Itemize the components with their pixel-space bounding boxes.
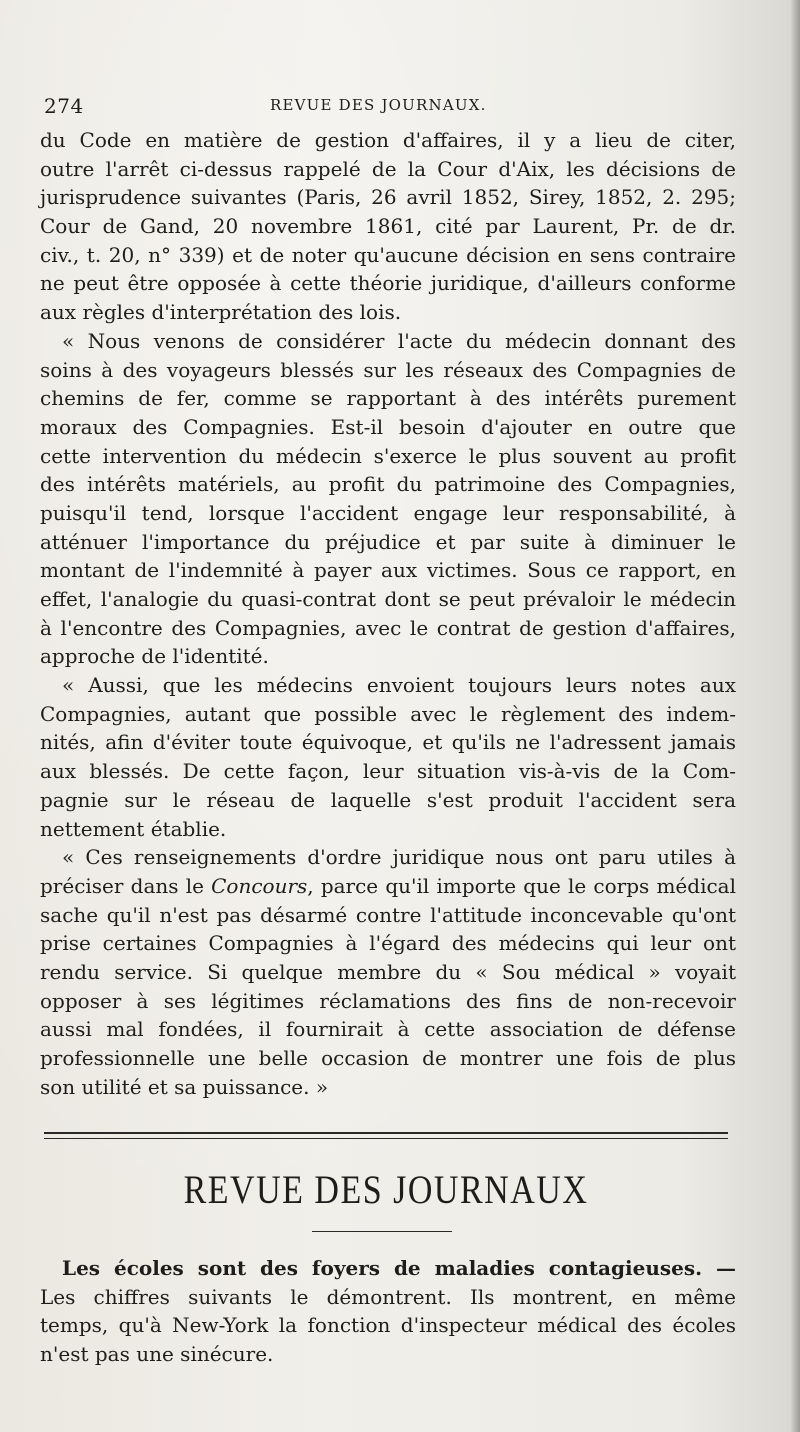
text-line: ne peut être opposée à cette théorie juridique, d'ailleurs conforme [40,271,736,296]
running-title: REVUE DES JOURNAUX. [270,96,487,114]
text-line: nités, afin d'éviter toute équivoque, et qu'ils ne l'adressent jamais [40,730,736,755]
text-line: atténuer l'importance du préjudice et par suite à diminuer le [40,529,736,554]
text-line: opposer à ses légitimes réclamations des fins de non-recevoir [40,988,736,1013]
text-line: effet, l'analogie du quasi-contrat dont se peut prévaloir le médecin [40,587,736,611]
text-line: outre l'arrêt ci-dessus rappelé de la Cour d'Aix, les décisions de [40,156,736,181]
text-line: prise certaines Compagnies à l'égard des médecins qui leur ont [40,931,736,956]
text-line: Compagnies, autant que possible avec le règlement des indem- [40,701,736,726]
text-line: aussi mal fondées, il fournirait à cette association de défense [40,1017,736,1042]
section-rule-bottom [44,1138,728,1139]
page-number: 274 [44,94,84,118]
text-line: chemins de fer, comme se rapportant à des intérêts purement [40,386,736,411]
text-line: des intérêts matériels, au profit du patrimoine des Compagnies, [40,472,736,497]
text-line: pagnie sur le réseau de laquelle s'est produit l'accident sera [40,787,736,812]
text-line: approche de l'identité. [40,644,269,669]
running-head [44,94,744,120]
text-line: temps, qu'à New-York la fonction d'inspecteur médical des écoles [40,1313,736,1338]
text-line: civ., t. 20, n° 339) et de noter qu'aucune décision en sens contraire [40,242,736,267]
text-line: préciser dans le Concours, parce qu'il importe que le corps médical [40,873,736,898]
text-line: montant de l'indemnité à payer aux victimes. Sous ce rapport, en [40,558,736,583]
article-lead: Les écoles sont des foyers de maladies contagieuses. — [62,1256,736,1280]
text-line: du Code en matière de gestion d'affaires, il y a lieu de citer, [40,128,736,152]
text-line: n'est pas une sinécure. [40,1342,274,1367]
text-line: aux blessés. De cette façon, leur situation vis-à-vis de la Com- [40,759,736,784]
title-underline [312,1231,452,1232]
text-line: jurisprudence suivantes (Paris, 26 avril 1852, Sirey, 1852, 2. 295; [40,185,736,210]
journal-name: Concours [211,873,308,898]
text-line: Cour de Gand, 20 novembre 1861, cité par Laurent, Pr. de dr. [40,214,736,239]
text-line: nettement établie. [40,816,227,841]
text-line: « Aussi, que les médecins envoient toujours leurs notes aux [62,673,736,698]
text-line: « Ces renseignements d'ordre juridique nous ont paru utiles à [62,845,736,870]
text-line: soins à des voyageurs blessés sur les réseaux des Compagnies de [40,357,736,382]
text-line: « Nous venons de considérer l'acte du médecin donnant des [62,328,736,353]
text-line: Les chiffres suivants le démontrent. Ils montrent, en même [40,1284,736,1309]
text-line: sache qu'il n'est pas désarmé contre l'attitude inconcevable qu'ont [40,902,736,927]
page-edge-shadow [790,0,800,1432]
text-line: son utilité et sa puissance. » [40,1074,329,1099]
section-rule-top [44,1132,728,1134]
body-text [40,126,736,1101]
text-line: aux règles d'interprétation des lois. [40,300,402,325]
article [40,1254,736,1369]
text-line: cette intervention du médecin s'exerce le plus souvent au profit [40,443,736,468]
text-line: à l'encontre des Compagnies, avec le contrat de gestion d'affaires, [40,615,736,640]
section-title: REVUE DES JOURNAUX [183,1168,589,1213]
text-line: rendu service. Si quelque membre du « Sou médical » voyait [40,959,736,984]
text-line: puisqu'il tend, lorsque l'accident engage leur responsabilité, à [40,500,736,525]
text-line: professionnelle une belle occasion de montrer une fois de plus [40,1046,736,1070]
text-line: moraux des Compagnies. Est-il besoin d'ajouter en outre que [40,414,736,439]
